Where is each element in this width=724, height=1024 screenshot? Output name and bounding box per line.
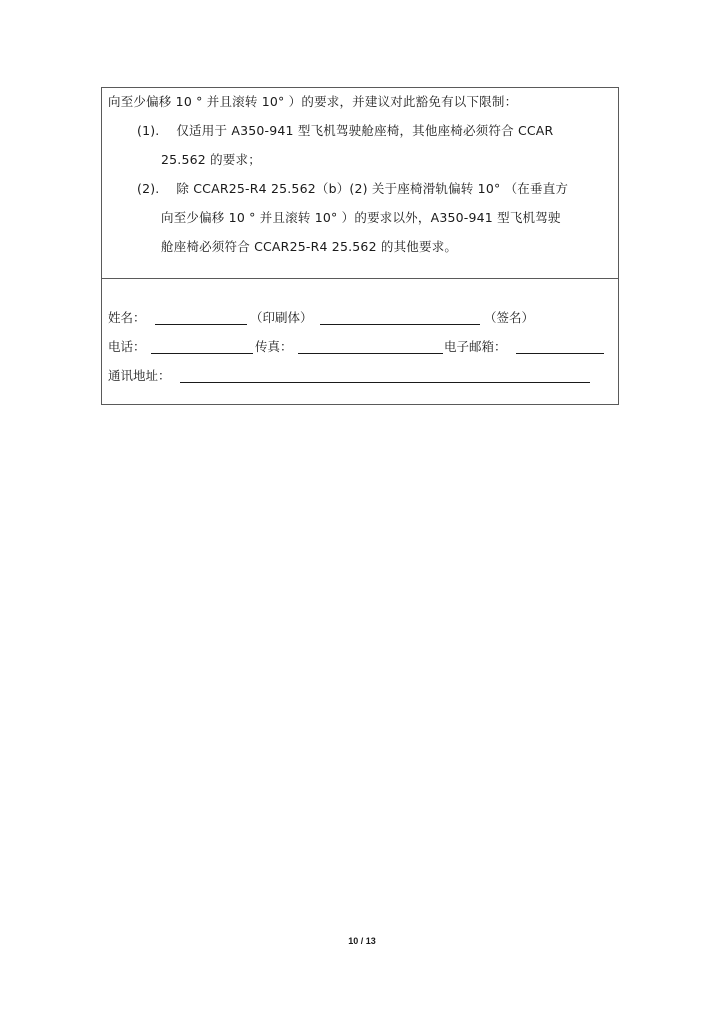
name-row	[108, 309, 612, 327]
name-label: 姓名：	[108, 310, 146, 325]
address-row	[108, 367, 612, 385]
contact-cell	[102, 279, 618, 404]
email-label: 电子邮箱：	[444, 339, 507, 354]
page-number: 10 / 13	[348, 936, 376, 946]
requirement-cell	[102, 88, 618, 279]
limitation-item-1-cont: 25.562 的要求；	[161, 152, 261, 167]
limitation-item-1: (1). 仅适用于 A350-941 型飞机驾驶舱座椅，其他座椅必须符合 CCAR	[137, 123, 554, 138]
phone-fax-email-row	[108, 338, 612, 356]
name-print-blank[interactable]	[155, 324, 247, 325]
limitation-item-2: (2). 除 CCAR25-R4 25.562（b）(2) 关于座椅滑轨偏转 10° （在垂直方	[137, 181, 569, 196]
limitation-item-2-cont-1: 向至少偏移 10 ° 并且滚转 10° ）的要求以外，A350-941 型飞机驾驶	[161, 210, 561, 225]
email-blank[interactable]	[516, 353, 604, 354]
requirement-line-continuation: 向至少偏移 10 ° 并且滚转 10° ）的要求，并建议对此豁免有以下限制：	[108, 94, 518, 109]
print-note: （印刷体）	[250, 310, 313, 325]
address-blank[interactable]	[180, 382, 590, 383]
fax-blank[interactable]	[298, 353, 443, 354]
signature-blank[interactable]	[320, 324, 480, 325]
phone-label: 电话：	[108, 339, 146, 354]
fax-label: 传真：	[255, 339, 293, 354]
comment-table	[101, 87, 619, 405]
address-label: 通讯地址：	[108, 368, 171, 383]
signature-note: （签名）	[484, 310, 535, 325]
limitation-item-2-cont-2: 舱座椅必须符合 CCAR25-R4 25.562 的其他要求。	[161, 239, 458, 254]
phone-blank[interactable]	[151, 353, 253, 354]
